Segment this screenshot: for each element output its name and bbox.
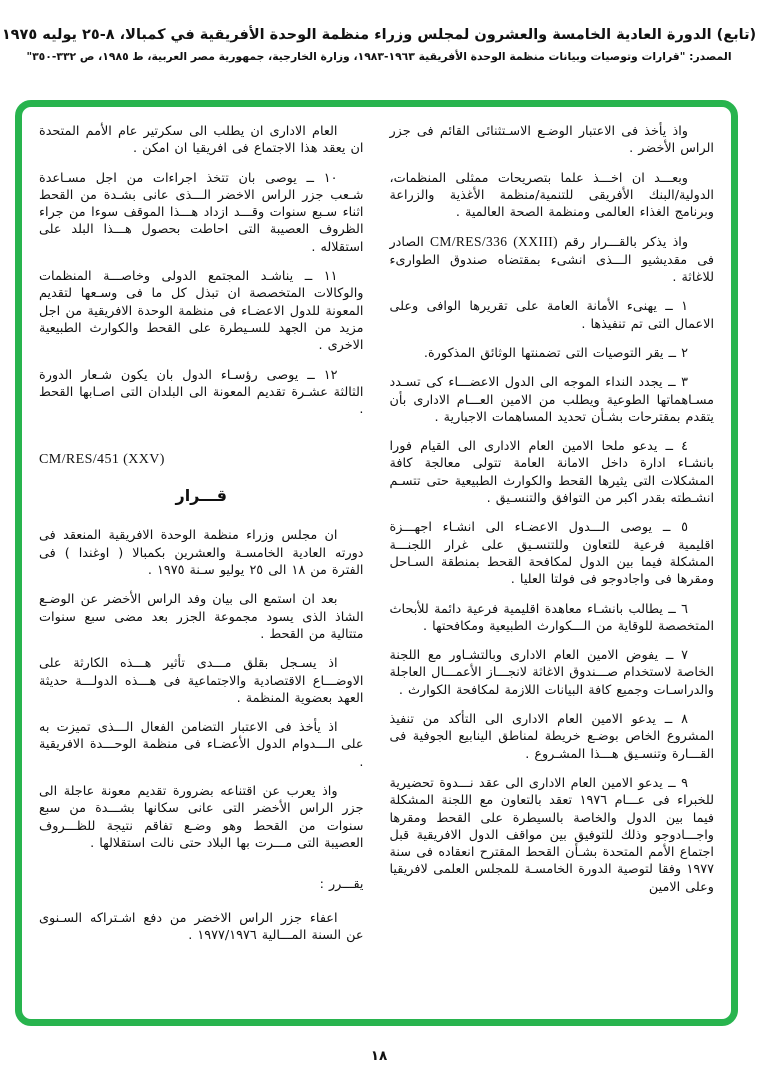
paragraph: واذ يأخذ فى الاعتبار الوضـع الاسـتثنائى القائم فى جزر الراس الأخضر . [389, 124, 714, 157]
clause-2: ٢ ــ يقر التوصيات التى تضمنتها الوثائق المذكورة. [423, 345, 688, 361]
content-frame [15, 100, 738, 1026]
clause-5: ٥ ــ يوصى الـــدول الاعضـاء الى انشـاء اجهـــزة اقليمية فرعية للتعاون وللتنسـيق على غرار اللجنـــة المشكلة فيما بين الدول لمكافحة القحط بمنطقة السـاحل ومقرها فى واجادوجو فى فولتا العليا . [389, 520, 714, 588]
paragraph: بعد ان استمع الى بيان وفد الراس الأخضر عن الوضـع الشاذ الذى يسود مجموعة الجزر بعد مضى سبع سنوات متتالية من القحط . [39, 592, 364, 642]
paragraph-with-ref [390, 233, 715, 286]
paragraph-text: واذ يذكر بالقـــرار رقم [558, 235, 688, 251]
clause-1: ١ ــ يهنىء الأمانة العامة على تقريرها الوافى وعلى الاعمال التى تم تنفيذها . [389, 299, 714, 332]
paragraph: العام الادارى ان يطلب الى سكرتير عام الأمم المتحدة ان يعقد هذا الاجتماع فى افريقيا ان امكن . [39, 124, 364, 157]
clause-7: ٧ ــ يفوض الامين العام الادارى وبالتشـاور مع اللجنة الخاصة لاستخدام صـــندوق الاغاثة لانجـــاز الأعمـــال العاجلة والدراسـات وجميع كافة البيانات اللازمة لمكافحة الكوارث . [389, 648, 714, 698]
text-columns [22, 107, 731, 1019]
paragraph: اذ يأخذ فى الاعتبار التضامن الفعال الـــذى تميزت به على الـــدوام الدول الأعضـاء فى منظمة الوحـــدة الافريقية . [39, 720, 364, 770]
paragraph: اذ يسـجل بقلق مـــدى تأثير هـــذه الكارثة على الاوضـــاع الاقتصادية والاجتماعية فى هـــذه الدولـــة حديثة العهد بعضوية المنظمة . [39, 656, 364, 706]
source-citation: المصدر: "قرارات وتوصيات وبيانات منظمة الوحدة الأفريقية ١٩٦٣-١٩٨٣، وزارة الخارجية، جمهورية مصر العربية، ط ١٩٨٥، ص ٣٣٢-٣٥٠" [26, 50, 732, 63]
resolution-heading: قـــرار [175, 486, 228, 506]
paragraph: واذ يعرب عن اقتناعه بضرورة تقديم معونة عاجلة الى جزر الراس الأخضر التى عانى سكانها بشـــدة من سبع سنوات من القحط وهو وضـع تفاقم نتيجة للظـــروف العصيبة التى مـــرت بها البلاد حتى نالت استقلالها . [39, 784, 364, 851]
clause-4: ٤ ــ يدعو ملحا الامين العام الادارى الى القيام فورا بانشـاء ادارة داخل الامانة العامة تتولى معالجة كافة المشكلات التى يثيرها القحط والكوارث الطبيعية حتى تتسـم انشـطته بقدر اكبر من التوافق والتنسـيق . [389, 439, 714, 507]
clause-11: ١١ ــ يناشـد المجتمع الدولى وخاصـــة المنظمات والوكالات المتخصصة ان تبذل كل ما فى وسـعها لتقديم المعونة للدول الاعضـاء فى منظمة الوحدة الافريقية من اجل مزيد من الجهد للسـيطرة على القحط والكوارث الطبيعية الاخرى . [39, 269, 364, 354]
resolution-ref: CM/RES/451 (XXV) [39, 452, 165, 468]
paragraph: اعفاء جزر الراس الاخضر من دفع اشـتراكه السـنوى عن السنة المـــالية ١٩٧٧/١٩٧٦ . [39, 910, 364, 943]
page-header [0, 0, 758, 63]
paragraph: ان مجلس وزراء منظمة الوحدة الافريقية المنعقد فى دورته العادية الخامسـة والعشرين بكمبالا ( اوغندا ) فى الفترة من ١٨ الى ٢٥ يوليو سـنة ١٩٧٥ . [39, 528, 364, 579]
decides-label: يقـــرر : [319, 877, 364, 893]
resolution-ref-inline: CM/RES/336 (XXIII) [429, 234, 559, 250]
clause-8: ٨ ــ يدعو الامين العام الادارى الى التأكد من تنفيذ المشروع الخاص بوضـع خريطة لمناطق الينابيع الجوفية فى القـــارة وتنسـيق هـــذا المشـروع . [389, 712, 714, 762]
page-number: ١٨ [370, 1048, 388, 1064]
clause-9: ٩ ــ يدعو الامين العام الادارى الى عقد نـــدوة تحضيرية للخبراء فى عـــام ١٩٧٦ تعقد بالتعاون مع اللجنة المشكلة فيما بين الدول والخاصة بالسيطرة على القحط ومقرها واجـــادوجو وذلك للتوفيق بين مواقف الدول الافريقية قبل اجتماع الأمم المتحدة بشـأن القحط المقترح انعقاده فى سنة ١٩٧٧ وفقا لتوصية الدورة الخامسـة للمجلس العلمى لافريقيا وعلى الامين [389, 775, 714, 895]
clause-3: ٣ ــ يجدد النداء الموجه الى الدول الاعضـــاء كى تسـدد مسـاهماتها الطوعية ويطلب من الامين العـــام الادارى بأن يتقدم بمقترحات بشـأن تحديد المساهمات الاجبارية . [389, 375, 714, 425]
paragraph: وبعـــد ان اخـــذ علما بتصريحات ممثلى المنظمات، الدولية/البنك الأفريقى للتنمية/منظمة الأغذية والزراعة وبرنامج الغذاء العالمى ومنظمة الصحة العالمية . [389, 170, 714, 221]
clause-6: ٦ ــ يطالب بانشـاء معاهدة اقليمية فرعية دائمة للأبحاث المتخصصة للوقاية من الـــكوارث الطبيعية ومكافحتها . [389, 601, 714, 634]
clause-12: ١٢ ــ يوصى رؤسـاء الدول بان يكون شـعار الدورة الثالثة عشـرة تقديم المعونة الى البلدان التى اصـابها القحط . [39, 367, 364, 418]
column-left [39, 123, 364, 1009]
session-title: (تابع) الدورة العادية الخامسة والعشرون لمجلس وزراء منظمة الوحدة الأفريقية في كمبالا، ٨-٢٥ يوليه ١٩٧٥ [1, 27, 757, 43]
clause-10: ١٠ ــ يوصى بان تتخذ اجراءات من اجل مسـاعدة شـعب جزر الراس الاخضر الـــذى عانى بشـدة من القحط اثناء سـبع سنوات وقـــد ازداد هـــذا الموقف سوءا من جراء الظروف العصيبة التى احاطت بحصول هـــذا البلد على استقلاله . [39, 170, 364, 255]
column-right [390, 123, 715, 1009]
paragraph-text: الصادر فى مقديشيو الـــذى انشىء بمقتضاه صندوق الطوارىء للاغاثة . [389, 235, 714, 286]
